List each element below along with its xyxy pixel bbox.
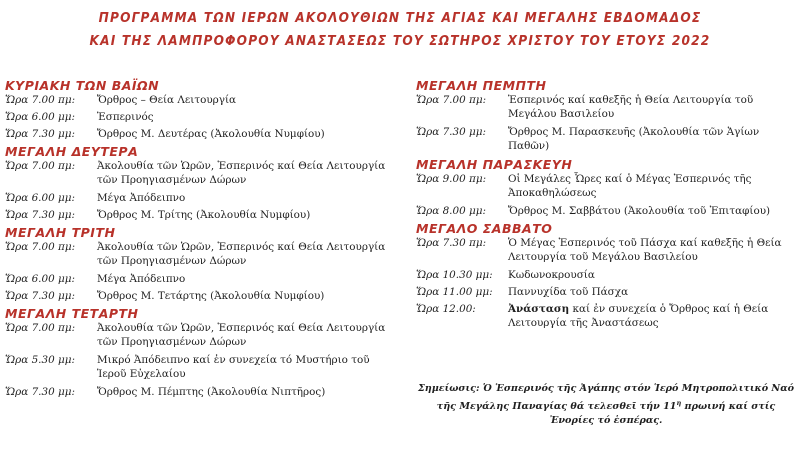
day-title-palm-sunday: ΚΥΡΙΑΚΗ ΤΩΝ ΒΑΪΩΝ xyxy=(5,78,160,93)
footnote-superscript: η xyxy=(676,399,682,407)
service-time: Ὥρα 10.30 μμ: xyxy=(416,269,493,281)
resurrection-label: Ἀνάσταση xyxy=(508,303,570,315)
service-time: Ὥρα 7.00 πμ: xyxy=(5,241,76,253)
service-description: Ἀκολουθία τῶν Ὡρῶν, Ἑσπερινός καί Θεία Λειτουργία τῶν Προηγιασμένων Δώρων xyxy=(97,160,386,186)
service-row xyxy=(5,93,400,110)
service-time: Ὥρα 7.00 πμ: xyxy=(5,160,76,172)
service-row xyxy=(416,93,800,125)
service-row xyxy=(5,272,400,289)
footnote xyxy=(416,382,796,428)
service-description: Ἑσπερινός καί καθεξῆς ἡ Θεία Λειτουργία τοῦ Μεγάλου Βασιλείου xyxy=(508,94,754,120)
service-row xyxy=(5,110,400,127)
service-time: Ὥρα 7.30 μμ: xyxy=(416,126,487,138)
service-time: Ὥρα 7.00 πμ: xyxy=(5,94,76,106)
service-row xyxy=(5,191,400,208)
service-time: Ὥρα 8.00 μμ: xyxy=(416,205,487,217)
day-title-holy-wednesday: ΜΕΓΑΛΗ ΤΕΤΑΡΤΗ xyxy=(5,306,139,321)
day-title-holy-tuesday: ΜΕΓΑΛΗ ΤΡΙΤΗ xyxy=(5,225,116,240)
schedule-column-left xyxy=(5,78,400,402)
service-row xyxy=(5,208,400,225)
service-description: Ἑσπερινός xyxy=(97,111,154,123)
service-description: Μέγα Ἀπόδειπνο xyxy=(97,273,186,285)
service-row xyxy=(416,204,800,221)
service-row xyxy=(416,302,800,334)
day-title-holy-monday: ΜΕΓΑΛΗ ΔΕΥΤΕΡΑ xyxy=(5,144,139,159)
service-row xyxy=(416,236,800,268)
service-description: Ὄρθρος Μ. Παρασκευῆς (Ἀκολουθία τῶν Ἁγίων Παθῶν) xyxy=(508,126,760,152)
service-row xyxy=(5,353,400,385)
day-title-holy-friday: ΜΕΓΑΛΗ ΠΑΡΑΣΚΕΥΗ xyxy=(416,157,573,172)
service-description: Ὄρθρος Μ. Δευτέρας (Ἀκολουθία Νυμφίου) xyxy=(97,128,325,140)
service-row xyxy=(5,127,400,144)
service-row xyxy=(5,240,400,272)
service-description: Παννυχίδα τοῦ Πάσχα xyxy=(508,286,629,298)
service-time: Ὥρα 7.30 μμ: xyxy=(5,128,76,140)
service-description: Ὄρθρος – Θεία Λειτουργία xyxy=(97,94,237,106)
service-row xyxy=(416,172,800,204)
service-description: Μικρό Ἀπόδειπνο καί ἐν συνεχεία τό Μυστήριο τοῦ Ἱεροῦ Εὐχελαίου xyxy=(97,354,370,380)
service-time: Ὥρα 6.00 μμ: xyxy=(5,111,76,123)
service-time: Ὥρα 7.30 μμ: xyxy=(5,290,76,302)
footnote-text: Σημείωσις: Ὁ Ἑσπερινός τῆς Ἀγάπης στόν Ἱερό Μητροπολιτικό Ναό τῆς Μεγάλης Παναγίας θά τελεσθεῖ τήν 11 xyxy=(418,383,794,413)
service-description: Ὁ Μέγας Ἑσπερινός τοῦ Πάσχα καί καθεξῆς ἡ Θεία Λειτουργία τοῦ Μεγάλου Βασιλείου xyxy=(508,237,782,263)
service-time: Ὥρα 7.30 μμ: xyxy=(5,209,76,221)
page-subtitle: ΚΑΙ ΤΗΣ ΛΑΜΠΡΟΦΟΡΟΥ ΑΝΑΣΤΑΣΕΩΣ ΤΟΥ ΣΩΤΗΡΟΣ ΧΡΙΣΤΟΥ ΤΟΥ ΕΤΟΥΣ 2022 xyxy=(89,33,711,49)
service-description: Κωδωνοκρουσία xyxy=(508,269,595,281)
service-time: Ὥρα 11.00 μμ: xyxy=(416,286,493,298)
service-row xyxy=(416,285,800,302)
service-time: Ὥρα 7.00 πμ: xyxy=(5,322,76,334)
service-description: Μέγα Ἀπόδειπνο xyxy=(97,192,186,204)
service-row xyxy=(5,289,400,306)
service-description: Ἀκολουθία τῶν Ὡρῶν, Ἑσπερινός καί Θεία Λειτουργία τῶν Προηγιασμένων Δώρων xyxy=(97,322,386,348)
service-time: Ὥρα 6.00 μμ: xyxy=(5,273,76,285)
footnote-text-end: πρωινή καί στίς Ἐνορίες τό ἑσπέρας. xyxy=(549,401,776,427)
service-time: Ὥρα 6.00 μμ: xyxy=(5,192,76,204)
service-row xyxy=(5,321,400,353)
service-time: Ὥρα 5.30 μμ: xyxy=(5,354,76,366)
service-description: Ὄρθρος Μ. Τρίτης (Ἀκολουθία Νυμφίου) xyxy=(97,209,311,221)
service-description: Ὄρθρος Μ. Τετάρτης (Ἀκολουθία Νυμφίου) xyxy=(97,290,325,302)
service-description: Ὄρθρος Μ. Σαββάτου (Ἀκολουθία τοῦ Ἐπιταφίου) xyxy=(508,205,771,217)
service-time: Ὥρα 9.00 πμ: xyxy=(416,173,487,185)
page-title: ΠΡΟΓΡΑΜΜΑ ΤΩΝ ΙΕΡΩΝ ΑΚΟΛΟΥΘΙΩΝ ΤΗΣ ΑΓΙΑΣ ΚΑΙ ΜΕΓΑΛΗΣ ΕΒΔΟΜΑΔΟΣ xyxy=(98,10,702,26)
service-row xyxy=(416,268,800,285)
schedule-column-right xyxy=(416,78,800,334)
service-description xyxy=(508,302,800,330)
service-time: Ὥρα 7.30 μμ: xyxy=(5,386,76,398)
service-row xyxy=(5,385,400,402)
service-description-rest: καί ἐν συνεχεία ὁ Ὄρθρος καί ἡ Θεία Λειτουργία τῆς Ἀναστάσεως xyxy=(508,303,769,329)
service-description: Ὄρθρος Μ. Πέμπτης (Ἀκολουθία Νιπτῆρος) xyxy=(97,386,326,398)
service-description: Ἀκολουθία τῶν Ὡρῶν, Ἑσπερινός καί Θεία Λειτουργία τῶν Προηγιασμένων Δώρων xyxy=(97,241,386,267)
day-title-holy-thursday: ΜΕΓΑΛΗ ΠΕΜΠΤΗ xyxy=(416,78,547,93)
service-time: Ὥρα 7.00 πμ: xyxy=(416,94,487,106)
service-row xyxy=(416,125,800,157)
service-time: Ὥρα 7.30 πμ: xyxy=(416,237,487,249)
day-title-holy-saturday: ΜΕΓΑΛΟ ΣΑΒΒΑΤΟ xyxy=(416,221,553,236)
service-time: Ὥρα 12.00: xyxy=(416,303,476,315)
service-row xyxy=(5,159,400,191)
service-description: Οἱ Μεγάλες Ὧρες καί ὁ Μέγας Ἑσπερινός τῆς Ἀποκαθηλώσεως xyxy=(508,173,752,199)
